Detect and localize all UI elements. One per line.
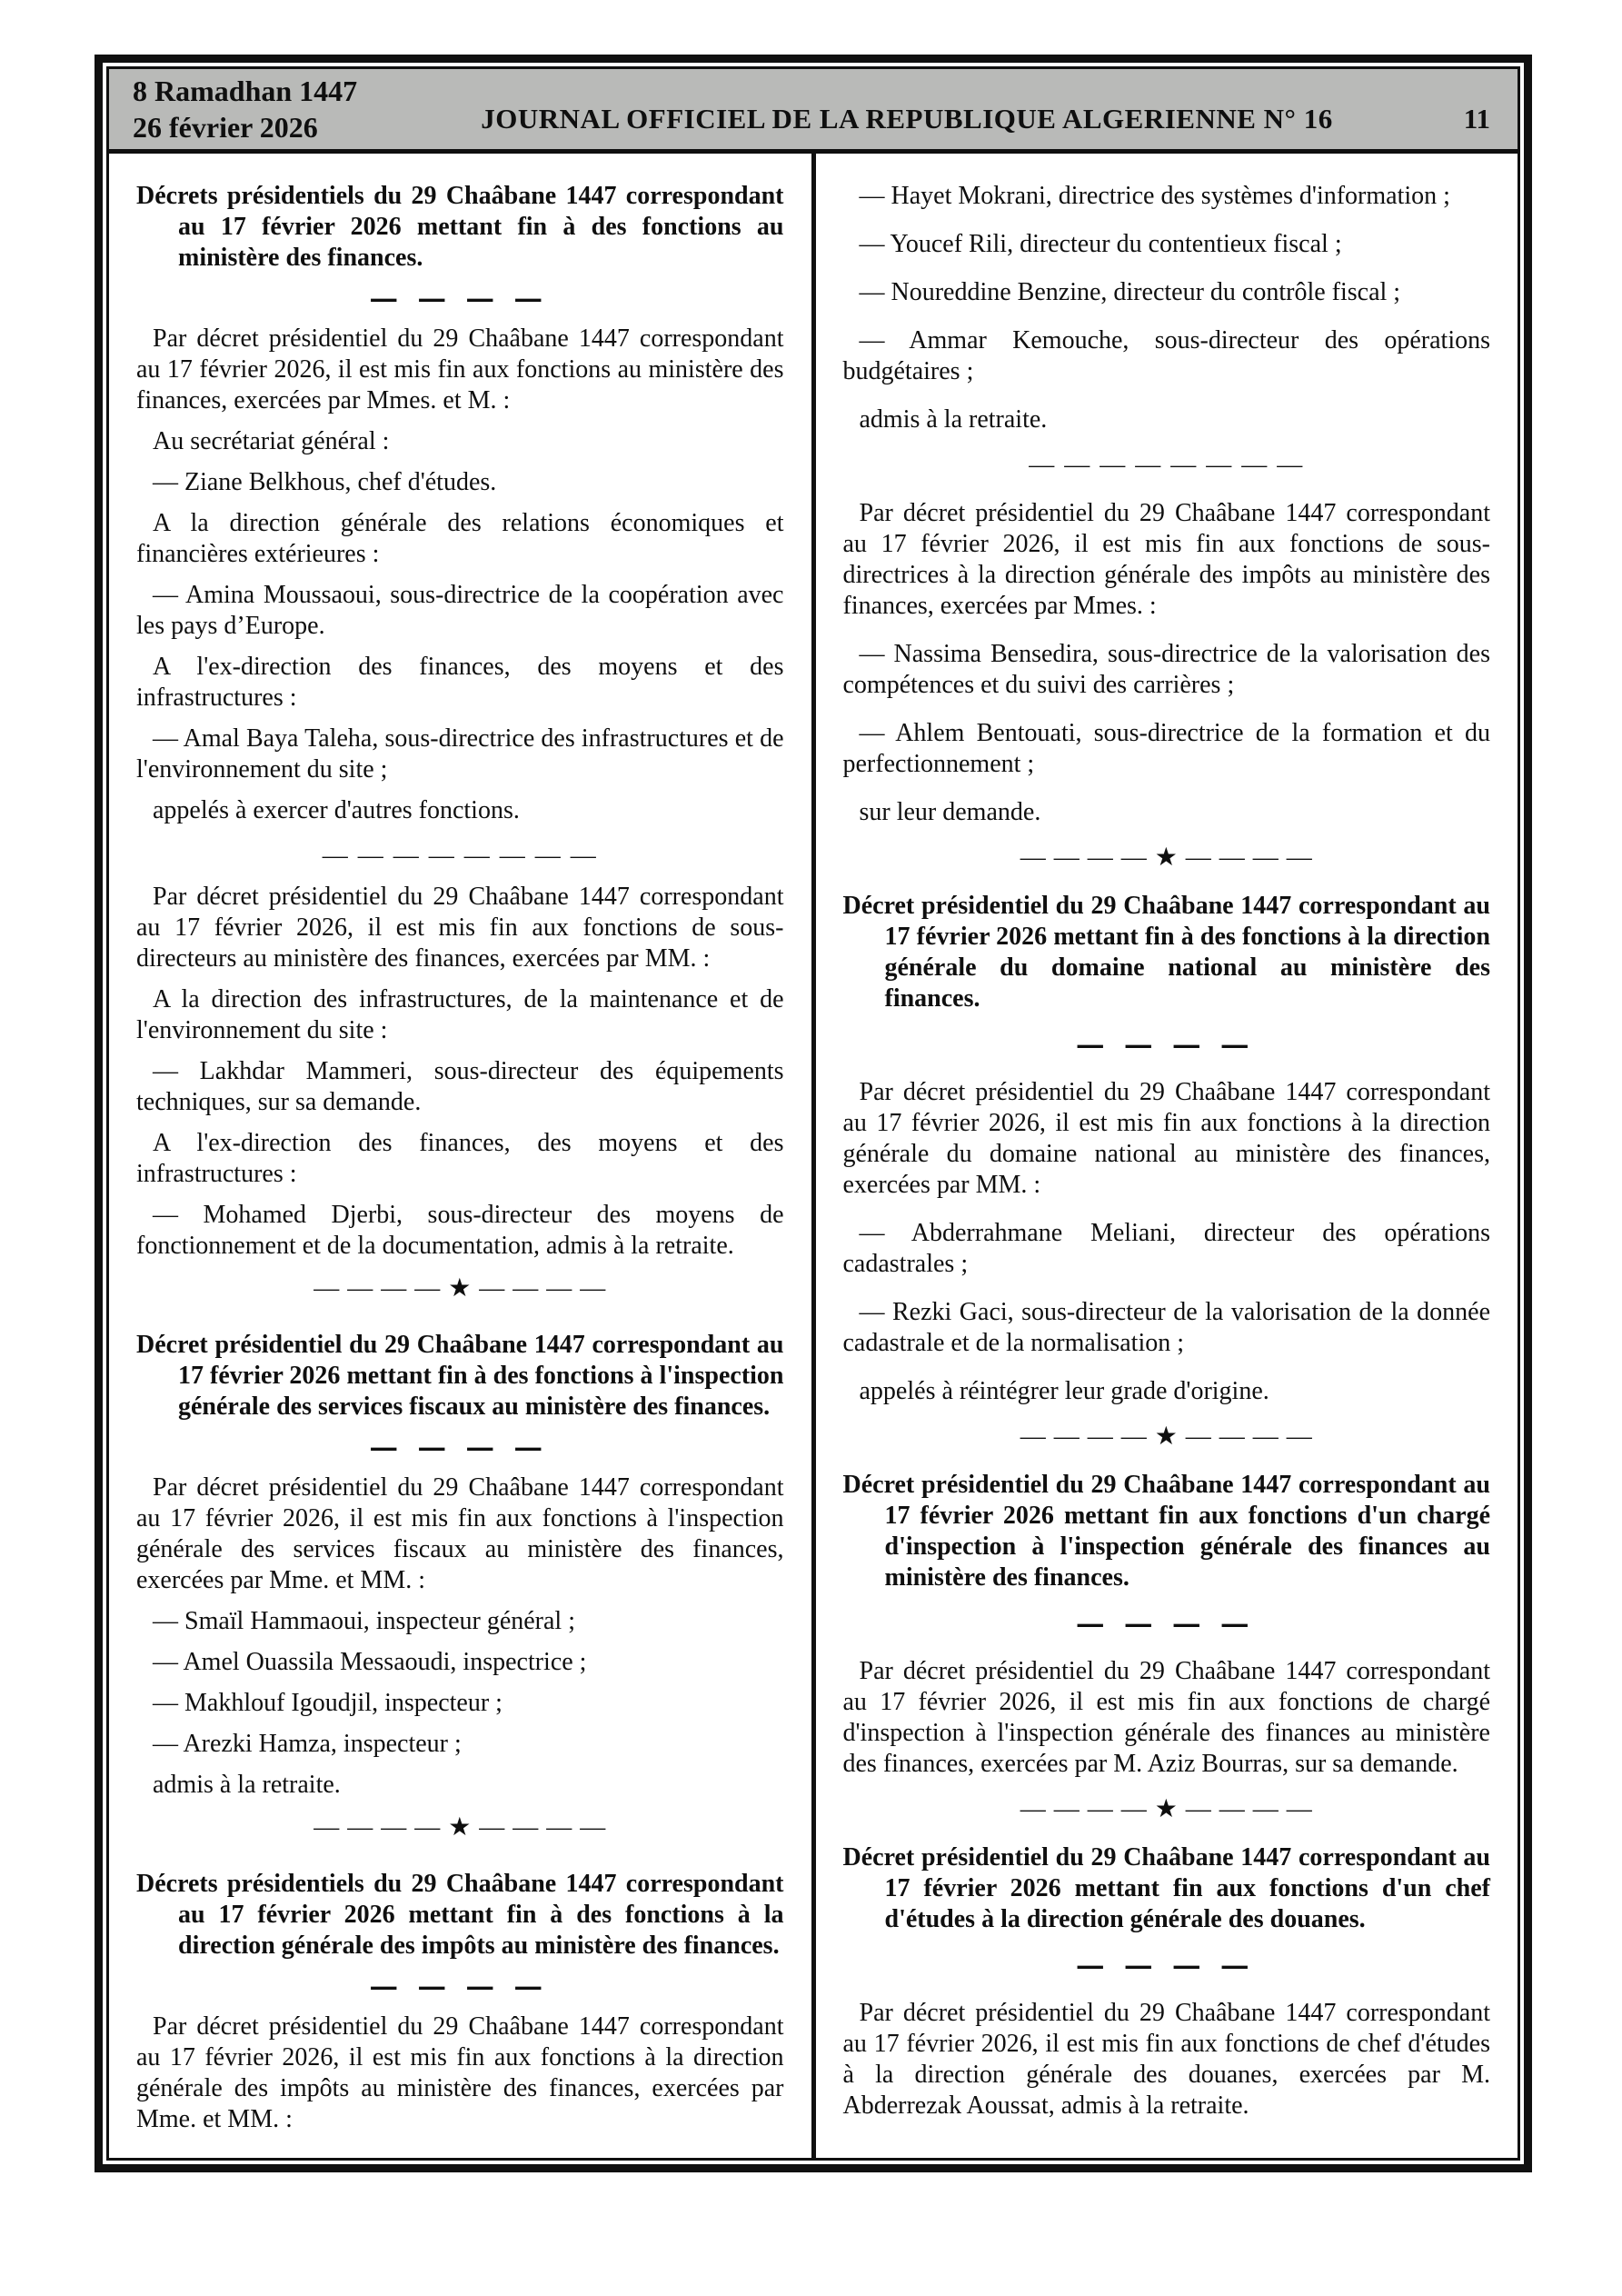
list-item: — Smaïl Hammaoui, inspecteur général ; xyxy=(153,1607,575,1635)
body-paragraph: A la direction générale des relations économiques et financières extérieures : xyxy=(136,509,784,568)
list-item: — Amina Moussaoui, sous-directrice de la coopération avec les pays d’Europe. xyxy=(136,581,784,640)
body-paragraph: A l'ex-direction des finances, des moyens et des infrastructures : xyxy=(136,653,784,712)
body-paragraph: Par décret présidentiel du 29 Chaâbane 1447 correspondant au 17 février 2026, il est mis fin aux fonctions à la direction générale des impôts au ministère des finances, exercées par Mme. et MM. : xyxy=(136,2012,784,2133)
separator-star: — — — — ★ — — — — xyxy=(313,1813,607,1842)
list-item: — Hayet Mokrani, directrice des systèmes d'information ; xyxy=(859,182,1450,210)
separator-star: — — — — ★ — — — — xyxy=(1020,1795,1313,1823)
column-right xyxy=(816,154,1518,2158)
body-paragraph: admis à la retraite. xyxy=(859,405,1048,434)
body-paragraph: sur leur demande. xyxy=(859,798,1041,826)
list-item: — Ahlem Bentouati, sous-directrice de la formation et du perfectionnement ; xyxy=(842,719,1490,778)
body-paragraph: A l'ex-direction des finances, des moyens et des infrastructures : xyxy=(136,1129,784,1188)
separator-star: — — — — ★ — — — — xyxy=(313,1274,607,1303)
list-item: — Makhlouf Igoudjil, inspecteur ; xyxy=(153,1689,503,1717)
list-item: — Mohamed Djerbi, sous-directeur des moyens de fonctionnement et de la documentation, admis à la retraite. xyxy=(136,1201,784,1260)
body-paragraph: Par décret présidentiel du 29 Chaâbane 1447 correspondant au 17 février 2026, il est mis fin aux fonctions de chargé d'inspection à l'inspection générale des finances au ministère des finances, exercées par M. Aziz Bourras, sur sa demande. xyxy=(842,1657,1490,1778)
body-paragraph: Par décret présidentiel du 29 Chaâbane 1447 correspondant au 17 février 2026, il est mis fin aux fonctions de sous-directeurs au ministère des finances, exercées par MM. : xyxy=(136,883,784,973)
separator-short-dashes: — — — — xyxy=(1077,1598,1256,1647)
decree-heading: Décrets présidentiels du 29 Chaâbane 1447 correspondant au 17 février 2026 mettant fin à des fonctions à la direction générale des impôts au ministère des finances. xyxy=(136,1870,784,1960)
page-content xyxy=(109,154,1518,2158)
list-item: — Ammar Kemouche, sous-directeur des opérations budgétaires ; xyxy=(842,326,1490,385)
page-number: 11 xyxy=(1463,103,1490,135)
journal-title: JOURNAL OFFICIEL DE LA REPUBLIQUE ALGERIENNE N° 16 xyxy=(481,103,1333,135)
list-item: — Noureddine Benzine, directeur du contrôle fiscal ; xyxy=(859,278,1401,306)
separator-short-dashes: — — — — xyxy=(1077,1940,1256,1989)
list-item: — Amal Baya Taleha, sous-directrice des infrastructures et de l'environnement du site ; xyxy=(136,724,784,784)
decree-heading: Décret présidentiel du 29 Chaâbane 1447 correspondant au 17 février 2026 mettant fin à des fonctions à l'inspection générale des services fiscaux au ministère des finances. xyxy=(136,1331,784,1421)
list-item: — Youcef Rili, directeur du contentieux fiscal ; xyxy=(859,230,1342,258)
decree-heading: Décrets présidentiels du 29 Chaâbane 1447 correspondant au 17 février 2026 mettant fin à des fonctions au ministère des finances. xyxy=(136,182,784,272)
body-paragraph: Par décret présidentiel du 29 Chaâbane 1447 correspondant au 17 février 2026, il est mis fin aux fonctions à la direction générale du domaine national au ministère des finances, exercées par MM. : xyxy=(842,1078,1490,1199)
page-frame xyxy=(95,55,1532,2172)
body-paragraph: Par décret présidentiel du 29 Chaâbane 1447 correspondant au 17 février 2026, il est mis fin aux fonctions à l'inspection générale des services fiscaux au ministère des finances, exercées par Mme. et MM. : xyxy=(136,1473,784,1594)
separator-short-dashes: — — — — xyxy=(371,1961,550,2010)
separator-long-dashes: — — — — — — — — xyxy=(322,842,598,870)
separator-short-dashes: — — — — xyxy=(371,273,550,322)
body-paragraph: appelés à exercer d'autres fonctions. xyxy=(153,796,520,824)
body-paragraph: Par décret présidentiel du 29 Chaâbane 1447 correspondant au 17 février 2026, il est mis fin aux fonctions au ministère des finances, exercées par Mmes. et M. : xyxy=(136,324,784,414)
body-paragraph: appelés à réintégrer leur grade d'origine. xyxy=(859,1377,1269,1405)
decree-heading: Décret présidentiel du 29 Chaâbane 1447 correspondant au 17 février 2026 mettant fin aux fonctions d'un chef d'études à la direction générale des douanes. xyxy=(842,1843,1490,1933)
list-item: — Lakhdar Mammeri, sous-directeur des équipements techniques, sur sa demande. xyxy=(136,1057,784,1116)
body-paragraph: Par décret présidentiel du 29 Chaâbane 1447 correspondant au 17 février 2026, il est mis fin aux fonctions de chef d'études à la direction générale des douanes, exercées par M. Abderrezak Aoussat, admis à la retraite. xyxy=(842,1999,1490,2120)
decree-heading: Décret présidentiel du 29 Chaâbane 1447 correspondant au 17 février 2026 mettant fin aux fonctions d'un chargé d'inspection à l'inspection générale des finances au ministère des finances. xyxy=(842,1471,1490,1592)
list-item: — Amel Ouassila Messaoudi, inspectrice ; xyxy=(153,1648,587,1676)
date-gregorian: 26 février 2026 xyxy=(133,111,318,144)
header-band xyxy=(109,69,1518,154)
body-paragraph: admis à la retraite. xyxy=(153,1771,341,1799)
separator-star: — — — — ★ — — — — xyxy=(1020,844,1313,872)
separator-short-dashes: — — — — xyxy=(371,1422,550,1471)
decree-heading: Décret présidentiel du 29 Chaâbane 1447 correspondant au 17 février 2026 mettant fin à des fonctions à la direction générale du domaine national au ministère des finances. xyxy=(842,892,1490,1013)
column-left xyxy=(109,154,811,2158)
body-paragraph: Au secrétariat général : xyxy=(153,427,390,455)
list-item: — Ziane Belkhous, chef d'études. xyxy=(153,468,497,496)
separator-short-dashes: — — — — xyxy=(1077,1019,1256,1068)
separator-star: — — — — ★ — — — — xyxy=(1020,1423,1313,1451)
list-item: — Arezki Hamza, inspecteur ; xyxy=(153,1730,462,1758)
header-dates xyxy=(109,69,433,149)
list-item: — Abderrahmane Meliani, directeur des opérations cadastrales ; xyxy=(842,1219,1490,1278)
page-inner-frame xyxy=(106,66,1520,2161)
date-hijri: 8 Ramadhan 1447 xyxy=(133,75,358,107)
list-item: — Nassima Bensedira, sous-directrice de la valorisation des compétences et du suivi des carrières ; xyxy=(842,640,1490,699)
separator-long-dashes: — — — — — — — — xyxy=(1029,451,1305,479)
body-paragraph: A la direction des infrastructures, de la maintenance et de l'environnement du site : xyxy=(136,985,784,1044)
body-paragraph: Par décret présidentiel du 29 Chaâbane 1447 correspondant au 17 février 2026, il est mis fin aux fonctions de sous-directrices à la direction générale des impôts au ministère des finances, exercées par Mmes. : xyxy=(842,499,1490,620)
list-item: — Rezki Gaci, sous-directeur de la valorisation de la donnée cadastrale et de la normalisation ; xyxy=(842,1298,1490,1357)
